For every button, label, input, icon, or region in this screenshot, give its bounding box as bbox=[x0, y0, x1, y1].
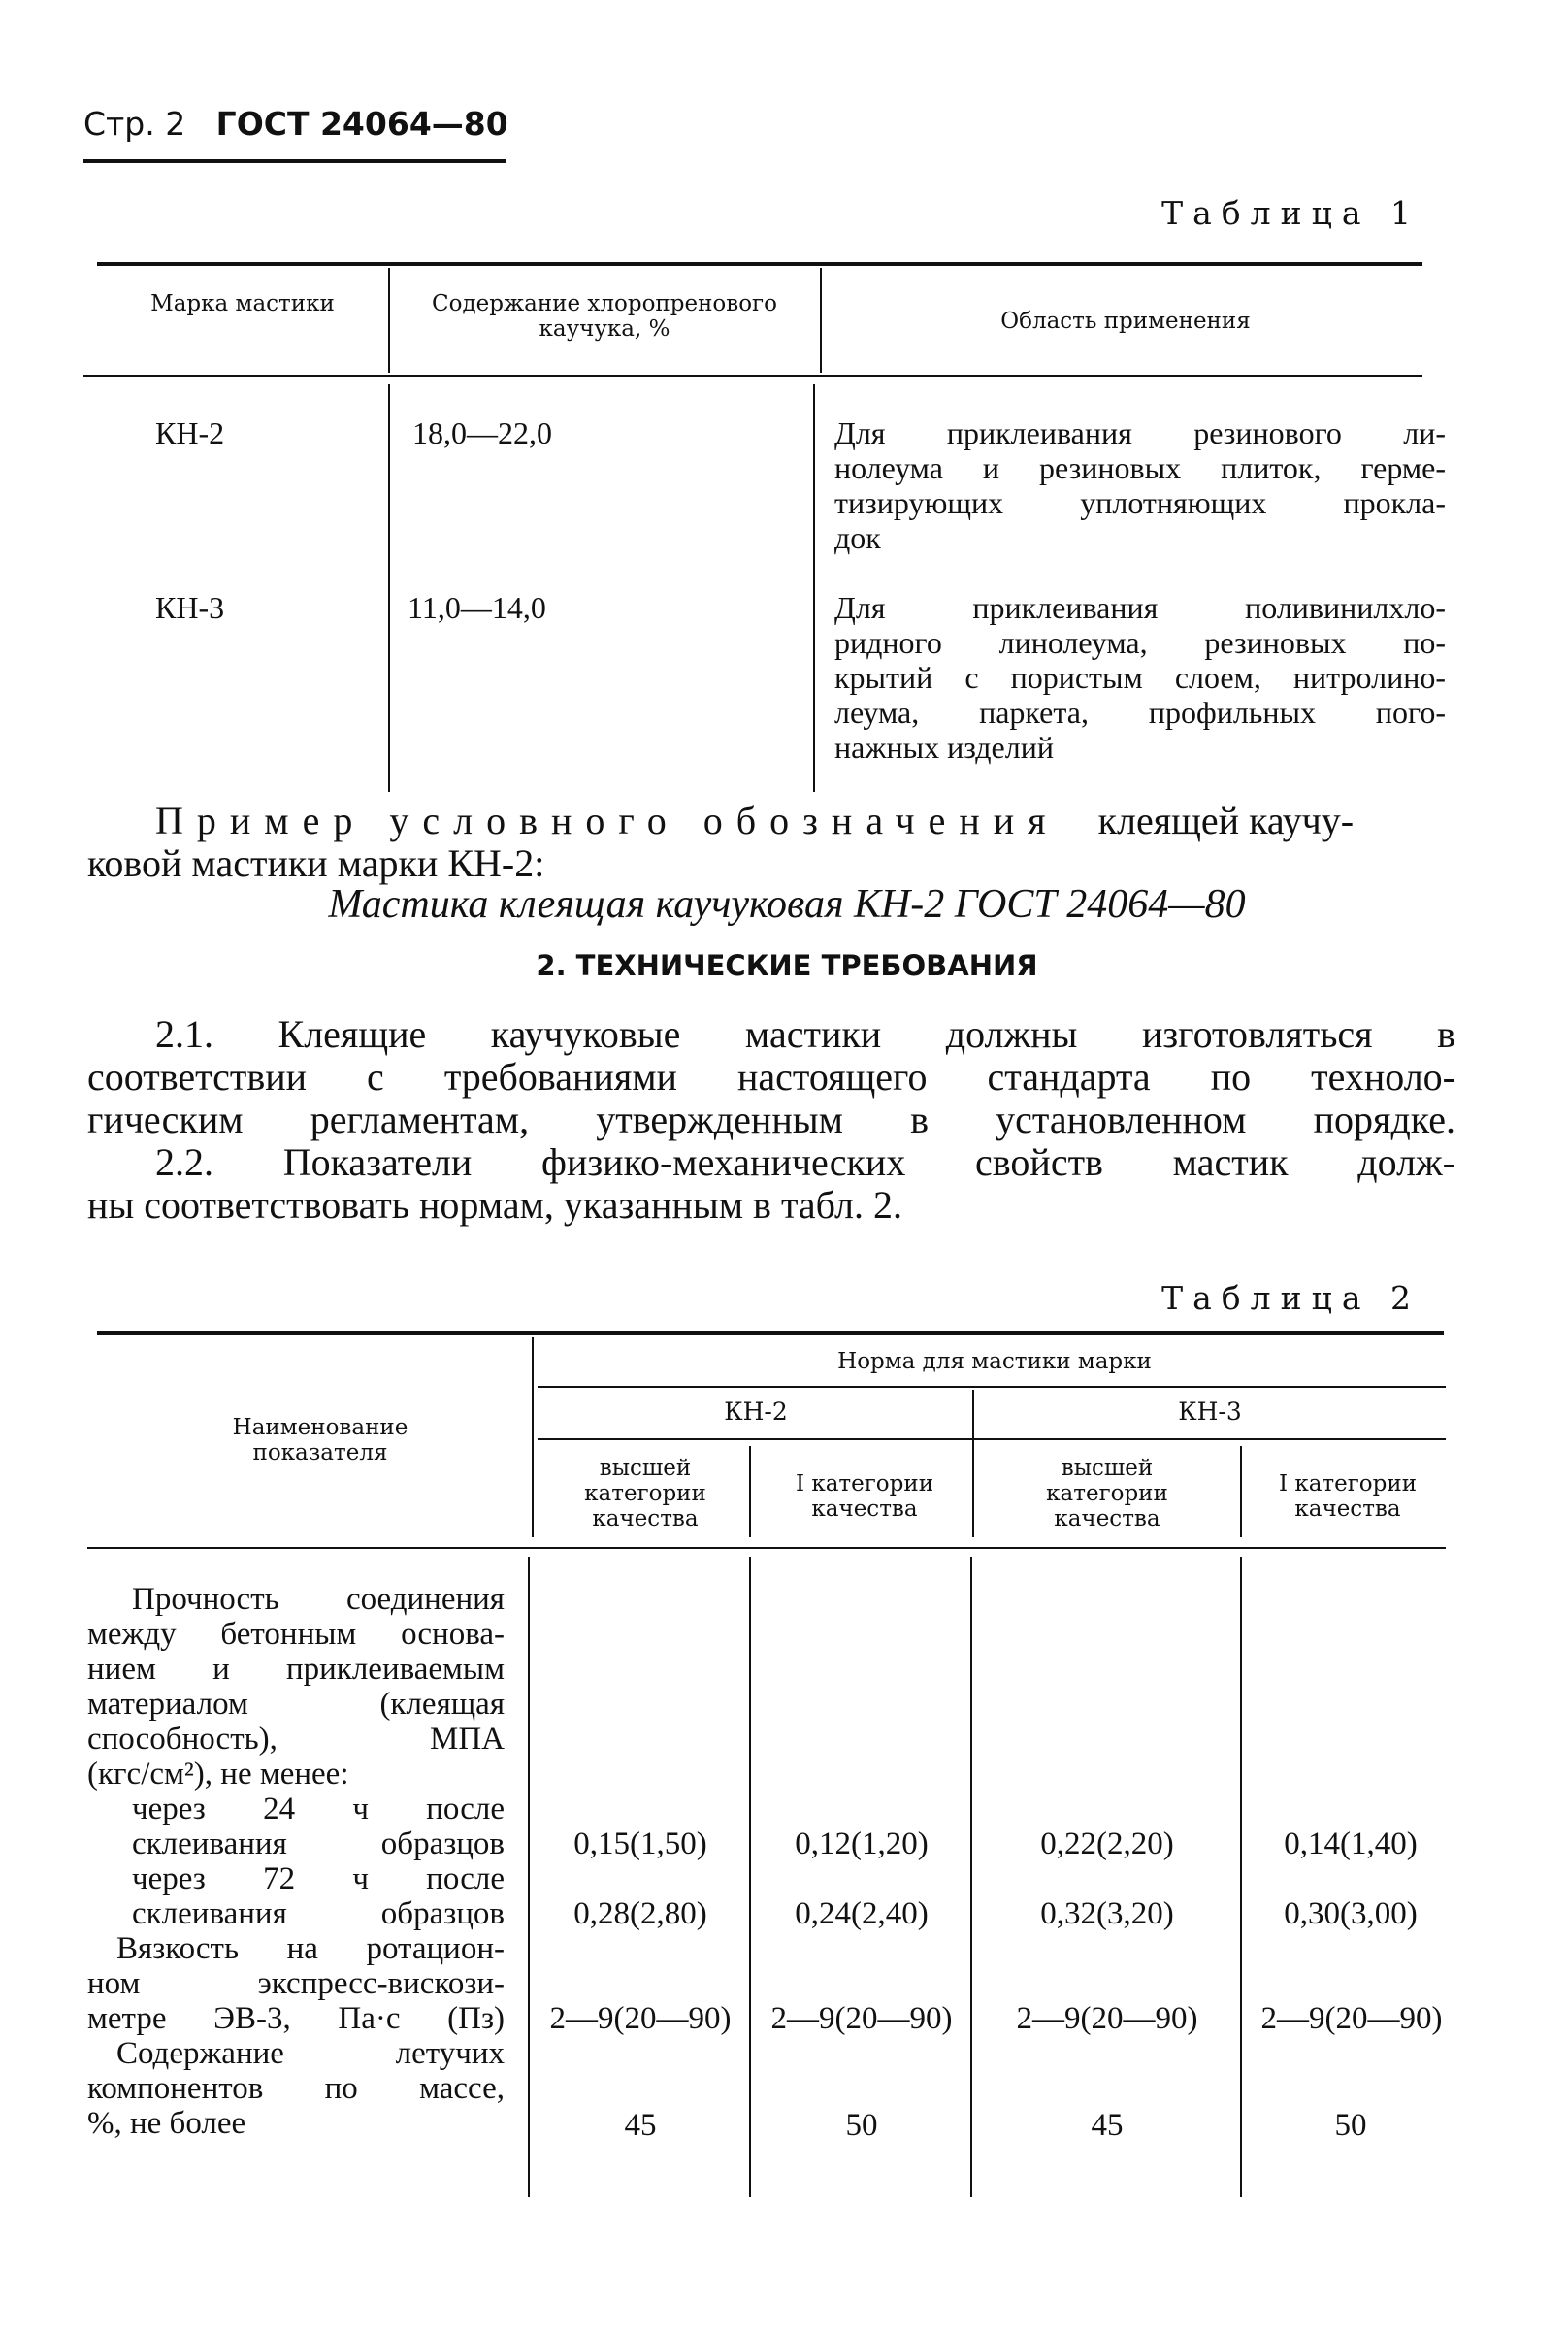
page-header bbox=[83, 105, 508, 143]
table2-vline bbox=[749, 1446, 751, 1537]
example-line-1 bbox=[155, 800, 1455, 842]
table2-vline bbox=[1240, 1557, 1242, 2197]
example-rest: клеящей каучу- bbox=[1097, 799, 1355, 842]
table1-application-line: леума, паркета, профильных пого- bbox=[834, 695, 1446, 730]
paragraph-line: 2.2. Показатели физико-механических свойств мастик долж- bbox=[155, 1140, 1455, 1184]
table1-top-rule bbox=[97, 262, 1422, 266]
table2-name-line: компонентов по массе, bbox=[87, 2071, 505, 2106]
table1-application-line: Для приклеивания резинового ли- bbox=[834, 415, 1446, 450]
section-title: 2. ТЕХНИЧЕСКИЕ ТРЕБОВАНИЯ bbox=[536, 949, 1038, 982]
table2-vline bbox=[532, 1337, 534, 1537]
table2-value-72h: 0,28(2,80) bbox=[573, 1896, 707, 1931]
table1-application-line: тизирующих уплотняющих прокла- bbox=[834, 485, 1446, 520]
standard-number: ГОСТ 24064—80 bbox=[215, 105, 508, 143]
table1-caption: Таблица 1 bbox=[1161, 194, 1421, 232]
table2-name-line: Прочность соединения bbox=[132, 1582, 505, 1617]
table2-value-volatile: 50 bbox=[1334, 2108, 1367, 2143]
table2-name-line: (кгс/см²), не менее: bbox=[87, 1757, 349, 1792]
page-label: Стр. 2 bbox=[83, 105, 186, 143]
table2-grade-kn2: КН-2 bbox=[724, 1397, 788, 1426]
table2-top-rule bbox=[97, 1331, 1444, 1335]
table1-vline bbox=[820, 268, 822, 373]
table1-content: 18,0—22,0 bbox=[412, 415, 552, 450]
table2-vline bbox=[749, 1557, 751, 2197]
table1-application-line: Для приклеивания поливинилхло- bbox=[834, 590, 1446, 625]
paragraph-2-1 bbox=[87, 1013, 1455, 1141]
table2-sub-high: высшей категории качества bbox=[584, 1456, 706, 1531]
table2-value-72h: 0,30(3,00) bbox=[1284, 1896, 1418, 1931]
table2-name-line: Содержание летучих bbox=[116, 2036, 505, 2071]
table2-name-line: %, не более bbox=[87, 2106, 246, 2141]
table1-content: 11,0—14,0 bbox=[408, 590, 546, 625]
table2-norm-rule bbox=[538, 1386, 1446, 1388]
table2-sub-high: высшей категории качества bbox=[1046, 1456, 1168, 1531]
paragraph-2-2 bbox=[87, 1141, 1455, 1227]
paragraph-line: соответствии с требованиями настоящего стандарта по техноло- bbox=[87, 1055, 1455, 1099]
table2-value-viscosity: 2—9(20—90) bbox=[549, 2001, 732, 2036]
table2-value-volatile: 45 bbox=[624, 2108, 657, 2143]
table2-value-viscosity: 2—9(20—90) bbox=[1260, 2001, 1443, 2036]
table2-value-24h: 0,12(1,20) bbox=[795, 1826, 929, 1861]
paragraph-line: 2.1. Клеящие каучуковые мастики должны изготовляться в bbox=[155, 1012, 1455, 1056]
table2-value-viscosity: 2—9(20—90) bbox=[1016, 2001, 1198, 2036]
example-label: Пример условного обозначения bbox=[155, 799, 1060, 842]
table1-col-grade: Марка мастики bbox=[150, 291, 335, 316]
table2-name-line: Вязкость на ротацион- bbox=[116, 1931, 505, 1966]
table1-application bbox=[834, 415, 1446, 555]
table1-application-line: ридного линолеума, резиновых по- bbox=[834, 625, 1446, 660]
table1-grade: КН-3 bbox=[155, 590, 225, 625]
table1-vline bbox=[388, 384, 390, 792]
table2-grade-kn3: КН-3 bbox=[1178, 1397, 1242, 1426]
table2-sub-first: I категории качества bbox=[795, 1471, 934, 1522]
table2-col-norm: Норма для мастики марки bbox=[837, 1349, 1152, 1374]
table2-col-name: Наименование показателя bbox=[232, 1415, 408, 1465]
table1-application-line: нолеума и резиновых плиток, герме- bbox=[834, 450, 1446, 485]
example-line-2: ковой мастики марки КН-2: bbox=[87, 841, 545, 885]
table2-value-72h: 0,32(3,20) bbox=[1040, 1896, 1174, 1931]
table2-name-line: между бетонным основа- bbox=[87, 1617, 505, 1652]
table1-vline bbox=[813, 384, 815, 792]
table1-application-line: док bbox=[834, 520, 881, 555]
table2-name-line: склеивания образцов bbox=[132, 1826, 505, 1861]
example-designation: Мастика клеящая каучуковая КН-2 ГОСТ 24064—80 bbox=[328, 882, 1246, 927]
table2-value-24h: 0,15(1,50) bbox=[573, 1826, 707, 1861]
table2-name-line: через 72 ч после bbox=[132, 1861, 505, 1896]
paragraph-line: гическим регламентам, утвержденным в установленном порядке. bbox=[87, 1098, 1455, 1141]
table2-grade-rule bbox=[538, 1438, 1446, 1440]
table1-application-line: крытий с пористым слоем, нитролино- bbox=[834, 660, 1446, 695]
table1-grade: КН-2 bbox=[155, 415, 225, 450]
table1-col-application: Область применения bbox=[1000, 309, 1251, 334]
table2-value-24h: 0,22(2,20) bbox=[1040, 1826, 1174, 1861]
table1-header-rule bbox=[83, 375, 1422, 377]
table2-vline bbox=[528, 1557, 530, 2197]
table2-vline bbox=[1240, 1446, 1242, 1537]
table2-name-line: нием и приклеиваемым bbox=[87, 1652, 505, 1687]
table2-name-line: ном экспресс-вискози- bbox=[87, 1966, 505, 2001]
table2-name-line: склеивания образцов bbox=[132, 1896, 505, 1931]
table1-application bbox=[834, 590, 1446, 765]
table2-value-24h: 0,14(1,40) bbox=[1284, 1826, 1418, 1861]
table2-name-line: метре ЭВ-3, Па·с (Пз) bbox=[87, 2001, 505, 2036]
table2-name-line: способность), МПА bbox=[87, 1722, 505, 1757]
table2-value-72h: 0,24(2,40) bbox=[795, 1896, 929, 1931]
table2-row-strength bbox=[87, 1582, 505, 2141]
table2-value-volatile: 50 bbox=[845, 2108, 878, 2143]
table2-value-volatile: 45 bbox=[1091, 2108, 1124, 2143]
table1-col-content: Содержание хлоропренового каучука, % bbox=[432, 291, 777, 342]
table1-vline bbox=[388, 268, 390, 373]
table1-application-line: нажных изделий bbox=[834, 730, 1054, 765]
table2-vline bbox=[970, 1557, 972, 2197]
header-rule bbox=[83, 159, 506, 163]
table2-caption: Таблица 2 bbox=[1161, 1279, 1421, 1317]
table2-name-line: материалом (клеящая bbox=[87, 1687, 505, 1722]
paragraph-line: ны соответствовать нормам, указанным в табл. 2. bbox=[87, 1183, 902, 1227]
table2-header-rule bbox=[87, 1547, 1446, 1549]
table2-name-line: через 24 ч после bbox=[132, 1792, 505, 1826]
table2-value-viscosity: 2—9(20—90) bbox=[770, 2001, 953, 2036]
table2-sub-first: I категории качества bbox=[1278, 1471, 1418, 1522]
